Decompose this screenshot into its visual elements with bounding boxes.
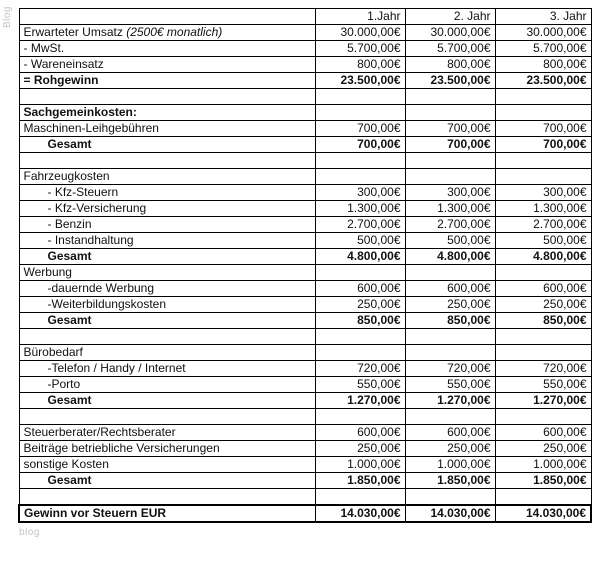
value-cell: 720,00€ — [315, 361, 405, 377]
spacer-cell — [405, 89, 495, 105]
spacer-row — [19, 409, 591, 425]
value-cell: 550,00€ — [315, 377, 405, 393]
row-label: Werbung — [19, 265, 315, 281]
table-row — [19, 345, 591, 361]
value-cell: 1.850,00€ — [495, 473, 591, 489]
spacer-row — [19, 329, 591, 345]
value-cell: 4.800,00€ — [495, 249, 591, 265]
spacer-cell — [19, 489, 315, 506]
row-label: = Rohgewinn — [19, 73, 315, 89]
row-label: Gesamt — [19, 313, 315, 329]
watermark-top-left: Blog — [2, 6, 13, 29]
value-cell: 1.270,00€ — [405, 393, 495, 409]
value-cell: 850,00€ — [315, 313, 405, 329]
value-cell: 14.030,00€ — [495, 505, 591, 522]
value-cell — [315, 345, 405, 361]
value-cell: 250,00€ — [405, 441, 495, 457]
value-cell: 700,00€ — [495, 121, 591, 137]
spacer-cell — [315, 329, 405, 345]
row-label: Bürobedarf — [19, 345, 315, 361]
value-cell: 1.300,00€ — [495, 201, 591, 217]
value-cell: 5.700,00€ — [315, 41, 405, 57]
row-label: - Instandhaltung — [19, 233, 315, 249]
value-cell: 700,00€ — [405, 121, 495, 137]
row-label: Gesamt — [19, 249, 315, 265]
value-cell: 30.000,00€ — [495, 25, 591, 41]
header-year-2: 2. Jahr — [405, 9, 495, 25]
table-row — [19, 249, 591, 265]
value-cell: 720,00€ — [495, 361, 591, 377]
row-label: Beiträge betriebliche Versicherungen — [19, 441, 315, 457]
header-year-3: 3. Jahr — [495, 9, 591, 25]
spacer-cell — [19, 153, 315, 169]
value-cell: 800,00€ — [315, 57, 405, 73]
spacer-cell — [495, 409, 591, 425]
table-row — [19, 377, 591, 393]
header-year-1: 1.Jahr — [315, 9, 405, 25]
spacer-row — [19, 489, 591, 506]
value-cell: 14.030,00€ — [315, 505, 405, 522]
value-cell: 550,00€ — [405, 377, 495, 393]
table-row — [19, 393, 591, 409]
value-cell: 250,00€ — [495, 441, 591, 457]
header-row — [19, 9, 591, 25]
value-cell: 600,00€ — [495, 281, 591, 297]
table-row — [19, 121, 591, 137]
watermark-bottom-left: blog — [19, 527, 40, 538]
table-row — [19, 473, 591, 489]
spacer-row — [19, 89, 591, 105]
table-row — [19, 169, 591, 185]
spacer-cell — [315, 409, 405, 425]
value-cell: 1.270,00€ — [315, 393, 405, 409]
table-row — [19, 233, 591, 249]
table-row — [19, 137, 591, 153]
spacer-cell — [495, 153, 591, 169]
value-cell: 23.500,00€ — [405, 73, 495, 89]
spacer-cell — [495, 489, 591, 506]
spacer-cell — [405, 153, 495, 169]
value-cell: 1.000,00€ — [495, 457, 591, 473]
table-row — [19, 441, 591, 457]
value-cell — [315, 265, 405, 281]
value-cell: 1.300,00€ — [405, 201, 495, 217]
value-cell: 500,00€ — [405, 233, 495, 249]
spacer-cell — [495, 329, 591, 345]
value-cell: 250,00€ — [495, 297, 591, 313]
table-row — [19, 313, 591, 329]
spacer-cell — [19, 329, 315, 345]
spacer-cell — [19, 89, 315, 105]
value-cell: 800,00€ — [495, 57, 591, 73]
value-cell: 700,00€ — [315, 121, 405, 137]
row-label: Gewinn vor Steuern EUR — [19, 505, 315, 522]
value-cell: 300,00€ — [495, 185, 591, 201]
row-label: -Telefon / Handy / Internet — [19, 361, 315, 377]
row-label: Erwarteter Umsatz (2500€ monatlich) — [19, 25, 315, 41]
value-cell: 30.000,00€ — [315, 25, 405, 41]
spacer-cell — [315, 153, 405, 169]
value-cell: 600,00€ — [315, 425, 405, 441]
value-cell: 250,00€ — [315, 297, 405, 313]
value-cell: 250,00€ — [405, 297, 495, 313]
value-cell: 700,00€ — [495, 137, 591, 153]
value-cell: 14.030,00€ — [405, 505, 495, 522]
row-label: Gesamt — [19, 473, 315, 489]
table-row — [19, 105, 591, 121]
table-row — [19, 201, 591, 217]
value-cell: 4.800,00€ — [315, 249, 405, 265]
value-cell: 1.270,00€ — [495, 393, 591, 409]
value-cell: 30.000,00€ — [405, 25, 495, 41]
value-cell: 23.500,00€ — [315, 73, 405, 89]
value-cell — [405, 345, 495, 361]
row-label: -dauernde Werbung — [19, 281, 315, 297]
spacer-row — [19, 153, 591, 169]
value-cell — [495, 169, 591, 185]
value-cell: 550,00€ — [495, 377, 591, 393]
value-cell: 1.000,00€ — [315, 457, 405, 473]
value-cell: 1.850,00€ — [405, 473, 495, 489]
table-row — [19, 361, 591, 377]
row-label: - MwSt. — [19, 41, 315, 57]
value-cell: 500,00€ — [495, 233, 591, 249]
row-label: -Porto — [19, 377, 315, 393]
value-cell: 850,00€ — [405, 313, 495, 329]
spacer-cell — [19, 409, 315, 425]
table-row — [19, 265, 591, 281]
value-cell: 700,00€ — [405, 137, 495, 153]
row-label: Gesamt — [19, 393, 315, 409]
row-label: Sachgemeinkosten: — [19, 105, 315, 121]
table-row — [19, 41, 591, 57]
value-cell: 600,00€ — [315, 281, 405, 297]
spacer-cell — [405, 409, 495, 425]
spacer-cell — [405, 329, 495, 345]
table-row — [19, 217, 591, 233]
header-empty-cell — [19, 9, 315, 25]
table-row — [19, 505, 591, 522]
value-cell — [495, 265, 591, 281]
value-cell: 600,00€ — [405, 425, 495, 441]
row-note: (2500€ monatlich) — [122, 25, 223, 39]
value-cell: 720,00€ — [405, 361, 495, 377]
table-row — [19, 25, 591, 41]
value-cell: 2.700,00€ — [315, 217, 405, 233]
row-label: Steuerberater/Rechtsberater — [19, 425, 315, 441]
value-cell: 500,00€ — [315, 233, 405, 249]
value-cell — [405, 169, 495, 185]
table-row — [19, 457, 591, 473]
value-cell — [405, 265, 495, 281]
table-row — [19, 57, 591, 73]
row-label: - Kfz-Steuern — [19, 185, 315, 201]
row-label: -Weiterbildungskosten — [19, 297, 315, 313]
value-cell: 1.300,00€ — [315, 201, 405, 217]
value-cell — [495, 105, 591, 121]
value-cell: 600,00€ — [495, 425, 591, 441]
value-cell: 300,00€ — [405, 185, 495, 201]
value-cell: 300,00€ — [315, 185, 405, 201]
value-cell: 5.700,00€ — [495, 41, 591, 57]
table-row — [19, 297, 591, 313]
value-cell — [495, 345, 591, 361]
value-cell — [315, 169, 405, 185]
row-label: - Benzin — [19, 217, 315, 233]
row-label: - Kfz-Versicherung — [19, 201, 315, 217]
row-label: sonstige Kosten — [19, 457, 315, 473]
spacer-cell — [315, 89, 405, 105]
value-cell: 850,00€ — [495, 313, 591, 329]
value-cell: 2.700,00€ — [405, 217, 495, 233]
table-row — [19, 185, 591, 201]
value-cell: 4.800,00€ — [405, 249, 495, 265]
table-row — [19, 73, 591, 89]
table-body — [19, 25, 591, 523]
spacer-cell — [315, 489, 405, 506]
value-cell: 1.850,00€ — [315, 473, 405, 489]
value-cell: 5.700,00€ — [405, 41, 495, 57]
row-label: - Wareneinsatz — [19, 57, 315, 73]
spacer-cell — [405, 489, 495, 506]
value-cell: 1.000,00€ — [405, 457, 495, 473]
value-cell: 2.700,00€ — [495, 217, 591, 233]
value-cell: 23.500,00€ — [495, 73, 591, 89]
financial-plan-table — [18, 8, 592, 523]
value-cell — [315, 105, 405, 121]
row-label: Gesamt — [19, 137, 315, 153]
row-label: Maschinen-Leihgebühren — [19, 121, 315, 137]
table-row — [19, 425, 591, 441]
value-cell: 250,00€ — [315, 441, 405, 457]
value-cell: 800,00€ — [405, 57, 495, 73]
value-cell: 700,00€ — [315, 137, 405, 153]
value-cell: 600,00€ — [405, 281, 495, 297]
spacer-cell — [495, 89, 591, 105]
table-row — [19, 281, 591, 297]
value-cell — [405, 105, 495, 121]
row-label: Fahrzeugkosten — [19, 169, 315, 185]
